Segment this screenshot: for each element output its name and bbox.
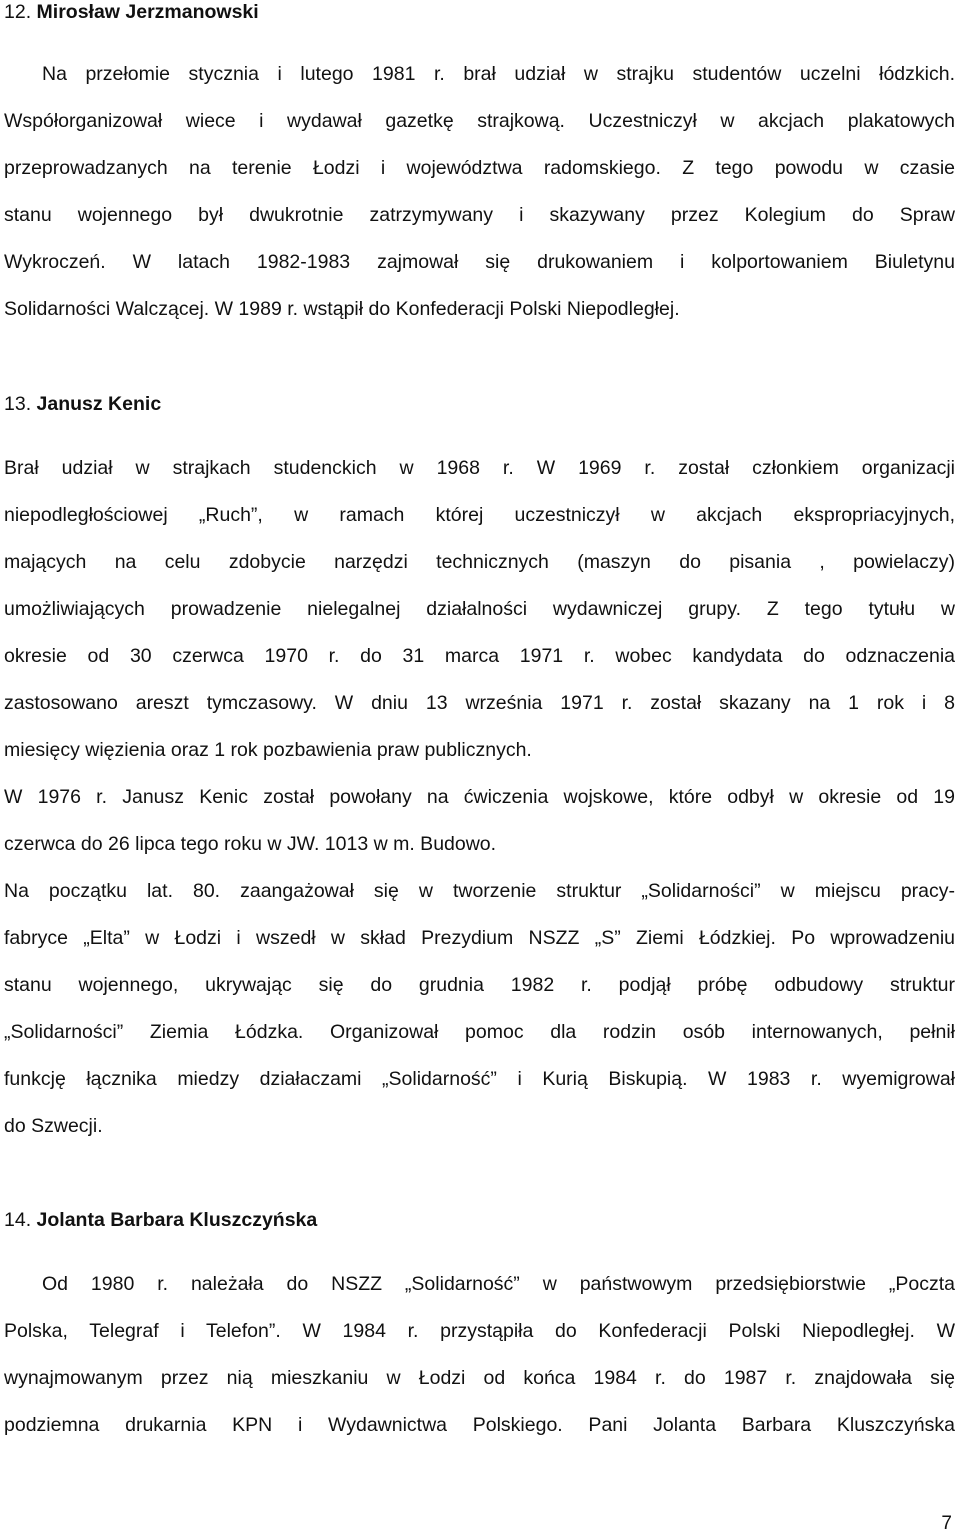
section-number: 13. (4, 393, 32, 415)
paragraph-line: fabryce „Elta” w Łodzi i wszedł w skład Prezydium NSZZ „S” Ziemi Łódzkiej. Po wprowadzeniu (4, 927, 955, 949)
section-name: Janusz Kenic (36, 393, 162, 415)
paragraph-line: W 1976 r. Janusz Kenic został powołany na ćwiczenia wojskowe, które odbył w okresie od 19 (4, 786, 955, 808)
section-number: 14. (4, 1209, 32, 1231)
page-number: 7 (941, 1513, 952, 1534)
paragraph-line: Wykroczeń. W latach 1982-1983 zajmował się drukowaniem i kolportowaniem Biuletynu (4, 251, 955, 273)
paragraph-line: umożliwiających prowadzenie nielegalnej działalności wydawniczej grupy. Z tego tytułu w (4, 598, 955, 620)
paragraph-line: stanu wojennego był dwukrotnie zatrzymywany i skazywany przez Kolegium do Spraw (4, 204, 955, 226)
paragraph-line: „Solidarności” Ziemia Łódzka. Organizował pomoc dla rodzin osób internowanych, pełnił (4, 1021, 955, 1043)
paragraph-line: Solidarności Walczącej. W 1989 r. wstąpił do Konfederacji Polski Niepodległej. (4, 298, 680, 320)
paragraph-line: stanu wojennego, ukrywając się do grudnia 1982 r. podjął próbę odbudowy struktur (4, 974, 955, 996)
section-name: Mirosław Jerzmanowski (36, 1, 259, 23)
paragraph-line: podziemna drukarnia KPN i Wydawnictwa Polskiego. Pani Jolanta Barbara Kluszczyńska (4, 1414, 955, 1436)
section-name: Jolanta Barbara Kluszczyńska (36, 1209, 318, 1231)
paragraph-line: Na początku lat. 80. zaangażował się w tworzenie struktur „Solidarności” w miejscu pracy- (4, 880, 955, 902)
section-heading-13 (4, 395, 955, 415)
paragraph-line: Brał udział w strajkach studenckich w 1968 r. W 1969 r. został członkiem organizacji (4, 457, 955, 479)
paragraph-line: Na przełomie stycznia i lutego 1981 r. brał udział w strajku studentów uczelni łódzkich. (42, 63, 955, 85)
paragraph-line: wynajmowanym przez nią mieszkaniu w Łodzi od końca 1984 r. do 1987 r. znajdowała się (4, 1367, 955, 1389)
paragraph-line: miesięcy więzienia oraz 1 rok pozbawienia praw publicznych. (4, 739, 532, 761)
paragraph-line: mających na celu zdobycie narzędzi technicznych (maszyn do pisania , powielaczy) (4, 551, 955, 573)
paragraph-line: niepodległościowej „Ruch”, w ramach której uczestniczył w akcjach ekspropriacyjnych, (4, 504, 955, 526)
paragraph-line: zastosowano areszt tymczasowy. W dniu 13 września 1971 r. został skazany na 1 rok i 8 (4, 692, 955, 714)
paragraph-line: funkcję łącznika miedzy działaczami „Solidarność” i Kurią Biskupią. W 1983 r. wyemigrował (4, 1068, 955, 1090)
paragraph-line: Współorganizował wiece i wydawał gazetkę strajkową. Uczestniczył w akcjach plakatowych (4, 110, 955, 132)
section-heading-14 (4, 1211, 955, 1231)
paragraph-line: czerwca do 26 lipca tego roku w JW. 1013 w m. Budowo. (4, 833, 497, 855)
paragraph-line: Polska, Telegraf i Telefon”. W 1984 r. przystąpiła do Konfederacji Polski Niepodległej. W (4, 1320, 955, 1342)
paragraph-line: przeprowadzanych na terenie Łodzi i województwa radomskiego. Z tego powodu w czasie (4, 157, 955, 179)
paragraph-line: Od 1980 r. należała do NSZZ „Solidarność” w państwowym przedsiębiorstwie „Poczta (42, 1273, 955, 1295)
paragraph-line: do Szwecji. (4, 1115, 103, 1137)
section-number: 12. (4, 1, 32, 23)
paragraph-line: okresie od 30 czerwca 1970 r. do 31 marca 1971 r. wobec kandydata do odznaczenia (4, 645, 955, 667)
section-heading-12 (4, 3, 955, 23)
